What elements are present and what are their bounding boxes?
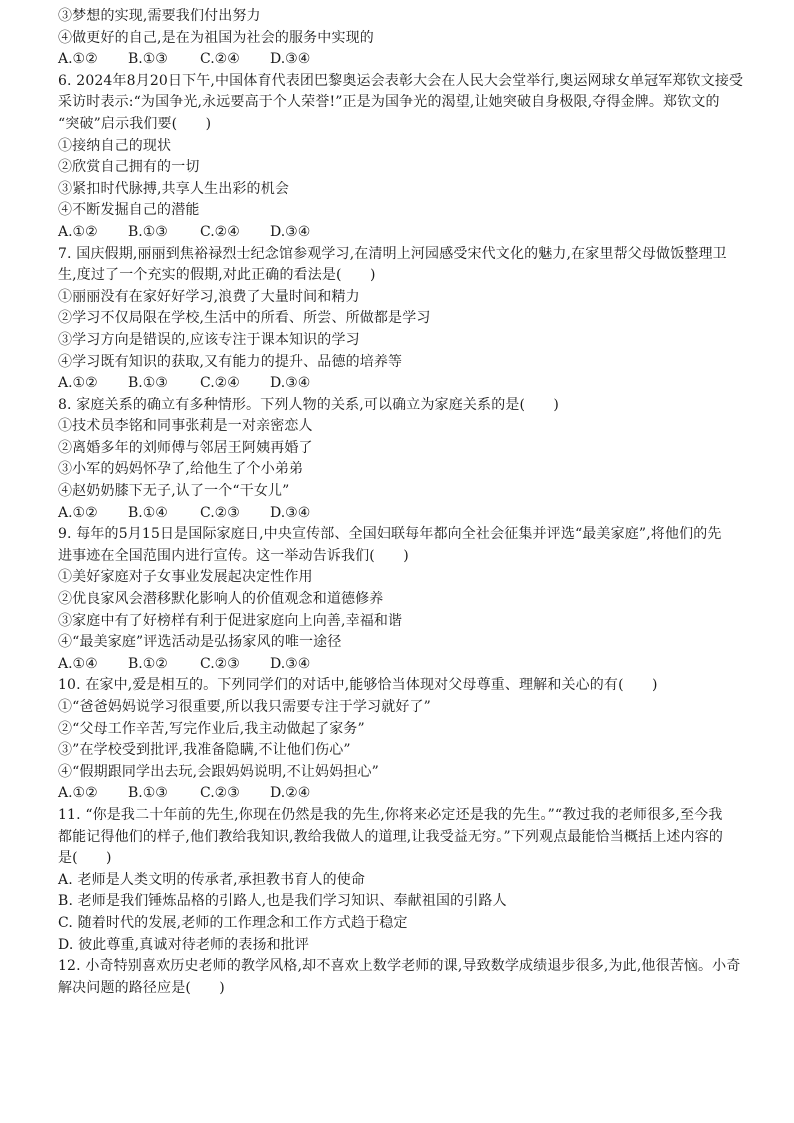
answer-choices xyxy=(58,783,748,805)
answer-choice: D.③④ xyxy=(270,655,311,672)
text-line: 6. 2024年8月20日下午,中国体育代表团巴黎奥运会表彰大会在人民大会堂举行,奥运网球女单冠军郑钦文接受 xyxy=(58,72,744,89)
answer-choices xyxy=(58,49,748,71)
answer-choice: C.②④ xyxy=(200,375,240,392)
answer-choice: B.①③ xyxy=(128,223,168,240)
text-line: ④“假期跟同学出去玩,会跟妈妈说明,不让妈妈担心” xyxy=(58,763,379,780)
text-line: ④赵奶奶膝下无子,认了一个“干女儿” xyxy=(58,483,290,500)
answer-choice: B.①③ xyxy=(128,785,168,802)
answer-choices xyxy=(58,373,748,395)
text-line: ③小军的妈妈怀孕了,给他生了个小弟弟 xyxy=(58,461,304,478)
text-line: A. 老师是人类文明的传承者,承担教书育人的使命 xyxy=(58,871,366,888)
text-line: D. 彼此尊重,真诚对待老师的表扬和批评 xyxy=(58,936,310,953)
answer-choice: D.②④ xyxy=(270,785,311,802)
text-line: 7. 国庆假期,丽丽到焦裕禄烈士纪念馆参观学习,在清明上河园感受宋代文化的魅力,在家里帮父母做饭整理卫 xyxy=(58,245,727,262)
text-line: ②学习不仅局限在学校,生活中的所看、所尝、所做都是学习 xyxy=(58,310,431,327)
text-line: ②离婚多年的刘师傅与邻居王阿姨再婚了 xyxy=(58,439,313,456)
text-line: B. 老师是我们锤炼品格的引路人,也是我们学习知识、奉献祖国的引路人 xyxy=(58,893,507,910)
text-line: ④不断发掘自己的潜能 xyxy=(58,202,200,219)
text-line: ②优良家风会潜移默化影响人的价值观念和道德修养 xyxy=(58,591,384,608)
answer-choice: D.③④ xyxy=(270,51,311,68)
answer-choice: C.②④ xyxy=(200,51,240,68)
text-line: 生,度过了一个充实的假期,对此正确的看法是( ) xyxy=(58,267,376,284)
text-line: ①美好家庭对子女事业发展起决定性作用 xyxy=(58,569,313,586)
answer-choices xyxy=(58,222,748,244)
text-line: ①“爸爸妈妈说学习很重要,所以我只需要专注于学习就好了” xyxy=(58,699,431,715)
text-line: ③”在学校受到批评,我准备隐瞒,不让他们伤心” xyxy=(58,742,351,759)
text-line: 解决问题的路径应是( ) xyxy=(58,979,225,996)
text-line: 8. 家庭关系的确立有多种情形。下列人物的关系,可以确立为家庭关系的是( ) xyxy=(58,396,560,413)
text-line: ④学习既有知识的获取,又有能力的提升、品德的培养等 xyxy=(58,353,403,370)
answer-choice: A.①② xyxy=(58,375,98,392)
answer-choice: B.①② xyxy=(128,655,168,672)
text-line: ③家庭中有了好榜样有利于促进家庭向上向善,幸福和谐 xyxy=(58,612,403,629)
answer-choice: C.②③ xyxy=(200,504,240,521)
text-line: ④做更好的自己,是在为祖国为社会的服务中实现的 xyxy=(58,29,374,46)
answer-choices xyxy=(58,654,748,676)
answer-choice: A.①② xyxy=(58,785,98,802)
text-line: 11. “你是我二十年前的先生,你现在仍然是我的先生,你将来必定还是我的先生。”“教过我的老师很多,至今我 xyxy=(58,806,723,823)
answer-choice: C.②③ xyxy=(200,785,240,802)
answer-choices xyxy=(58,503,748,525)
text-line: ①丽丽没有在家好好学习,浪费了大量时间和精力 xyxy=(58,288,360,305)
text-line: ④“最美家庭”评选活动是弘扬家风的唯一途径 xyxy=(58,634,342,651)
answer-choice: B.①③ xyxy=(128,51,168,68)
text-line: ②“父母工作辛苦,写完作业后,我主动做起了家务” xyxy=(58,720,365,737)
answer-choice: C.②④ xyxy=(200,223,240,240)
answer-choice: D.③④ xyxy=(270,504,311,521)
text-line: ③紧扣时代脉搏,共享人生出彩的机会 xyxy=(58,180,289,197)
answer-choice: A.①② xyxy=(58,51,98,68)
answer-choice: D.③④ xyxy=(270,375,311,392)
answer-choice: A.①② xyxy=(58,223,98,240)
text-line: 采访时表示:“为国争光,永远要高于个人荣誉!”正是为国争光的渴望,让她突破自身极限,夺得金牌。郑钦文的 xyxy=(58,94,720,111)
answer-choice: B.①③ xyxy=(128,375,168,392)
text-line: 进事迹在全国范围内进行宣传。这一举动告诉我们( ) xyxy=(58,547,409,564)
answer-choice: B.①④ xyxy=(128,504,168,521)
text-line: ①技术员李铭和同事张莉是一对亲密恋人 xyxy=(58,418,313,435)
text-line: C. 随着时代的发展,老师的工作理念和工作方式趋于稳定 xyxy=(58,914,408,931)
answer-choice: D.③④ xyxy=(270,223,311,240)
text-line: 10. 在家中,爱是相互的。下列同学们的对话中,能够恰当体现对父母尊重、理解和关心的有( ) xyxy=(58,677,658,694)
text-line: 都能记得他们的样子,他们教给我知识,教给我做人的道理,让我受益无穷。”下列观点最能恰当概括上述内容的 xyxy=(58,828,724,845)
text-line: 是( ) xyxy=(58,850,112,867)
text-line: ③学习方向是错误的,应该专注于课本知识的学习 xyxy=(58,331,360,348)
text-line: “突破”启示我们要( ) xyxy=(58,115,212,132)
text-line: ①接纳自己的现状 xyxy=(58,137,172,154)
answer-choice: A.①④ xyxy=(58,655,98,672)
text-line: 9. 每年的5月15日是国际家庭日,中央宣传部、全国妇联每年都向全社会征集并评选“最美家庭”,将他们的先 xyxy=(58,526,722,543)
text-line: 12. 小奇特别喜欢历史老师的教学风格,却不喜欢上数学老师的课,导致数学成绩退步很多,为此,他很苦恼。小奇 xyxy=(58,958,741,975)
text-line: ③梦想的实现,需要我们付出努力 xyxy=(58,8,261,24)
text-line: ②欣赏自己拥有的一切 xyxy=(58,159,200,176)
answer-choice: A.①② xyxy=(58,504,98,521)
exam-page xyxy=(58,6,748,999)
answer-choice: C.②③ xyxy=(200,655,240,672)
